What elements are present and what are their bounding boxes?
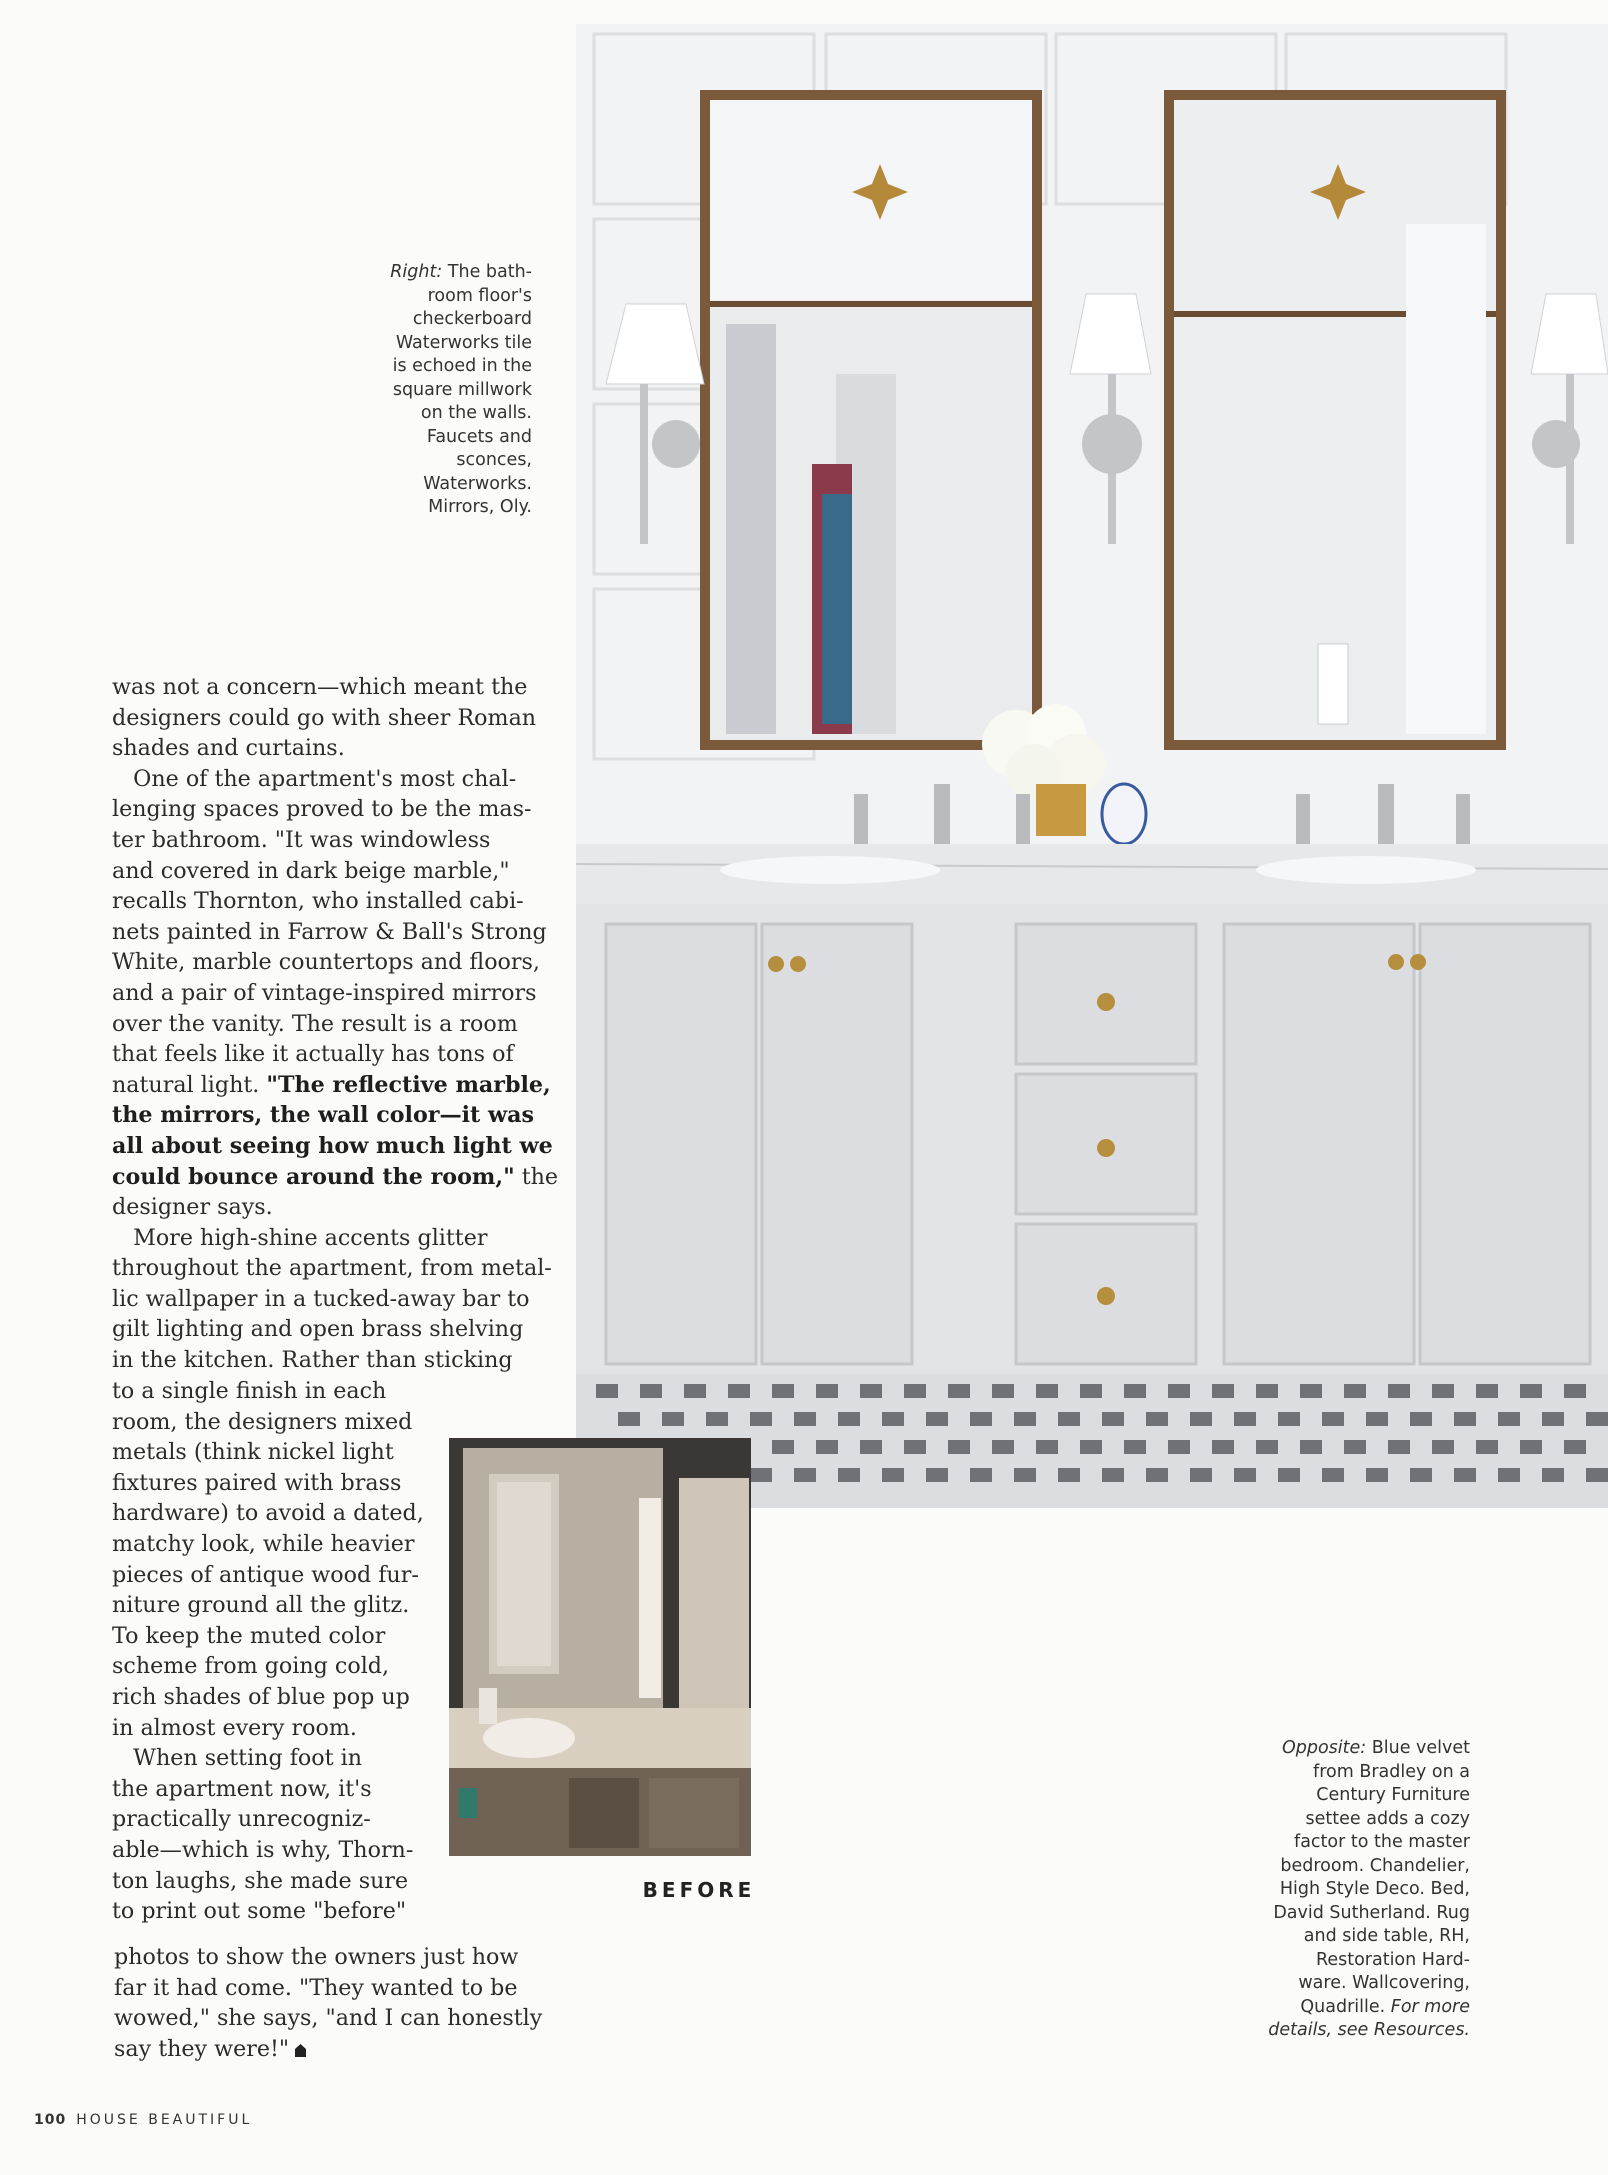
page-footer bbox=[34, 2112, 252, 2128]
before-photo bbox=[449, 1438, 751, 1856]
before-label: BEFORE bbox=[642, 1878, 756, 1902]
article-column-bottom bbox=[114, 1942, 542, 2064]
caption-opposite-body: Blue velvet from Bradley on a Century Furniture settee adds a cozy factor to the master bedroom. Chandelier, High Style Deco. Bed, David Sutherland. Rug and side table, RH, Restoration Hard- ware. Wallcovering, Quadrille. bbox=[1273, 1738, 1470, 2017]
caption-right-body: The bath- room floor's checkerboard Waterworks tile is echoed in the square millwork on the walls. Faucets and sconces, Waterworks. Mirrors, Oly. bbox=[392, 262, 532, 517]
caption-right-lead: Right: bbox=[390, 262, 443, 282]
article-column-narrow bbox=[112, 1376, 424, 1927]
bathroom-photo bbox=[576, 24, 1608, 1508]
article-column-top bbox=[112, 672, 558, 1376]
article-text-1b: the designer says. More high-shine accents glitter throughout the apartment, from metal- lic wallpaper in a tucked-away bar to gilt lighting and open brass shelving in the kitchen. Rather than sticking bbox=[112, 1163, 559, 1374]
caption-opposite-tail: For more details, see Resources. bbox=[1268, 1996, 1470, 2040]
article-pull-quote: "The reflective marble, the mirrors, the wall color—it was all about seeing how much light we could bounce around the room," bbox=[112, 1071, 553, 1190]
caption-opposite-lead: Opposite: bbox=[1281, 1738, 1367, 1758]
house-icon bbox=[295, 2044, 306, 2057]
magazine-name: HOUSE BEAUTIFUL bbox=[76, 2112, 253, 2128]
caption-opposite bbox=[1230, 1737, 1470, 2043]
article-text-2: to a single finish in each room, the designers mixed metals (think nickel light fixtures paired with brass hardware) to avoid a dated, matchy look, while heavier pieces of antique wood fur- niture ground all the glitz. To keep the muted color scheme from going cold, rich shades of blue pop up in almost every room. When setting foot in the apartment now, it's practically unrecogniz- able—which is why, Thorn- ton laughs, she made sure to print out some "before" bbox=[112, 1378, 424, 1925]
caption-right bbox=[330, 261, 532, 520]
article-text-3: photos to show the owners just how far it had come. "They wanted to be wowed," she says, "and I can honestly say they were!" bbox=[114, 1944, 543, 2062]
article-text-1a: was not a concern—which meant the designers could go with sheer Roman shades and curtains. One of the apartment's most chal- lenging spaces proved to be the mas- ter bathroom. "It was windowless and covered in dark beige marble," recalls Thornton, who installed cabi- nets painted in Farrow & Ball's Strong White, marble countertops and floors, and a pair of vintage-inspired mirrors over the vanity. The result is a room that feels like it actually has tons of natural light. bbox=[112, 674, 547, 1098]
page-number: 100 bbox=[34, 2112, 67, 2128]
